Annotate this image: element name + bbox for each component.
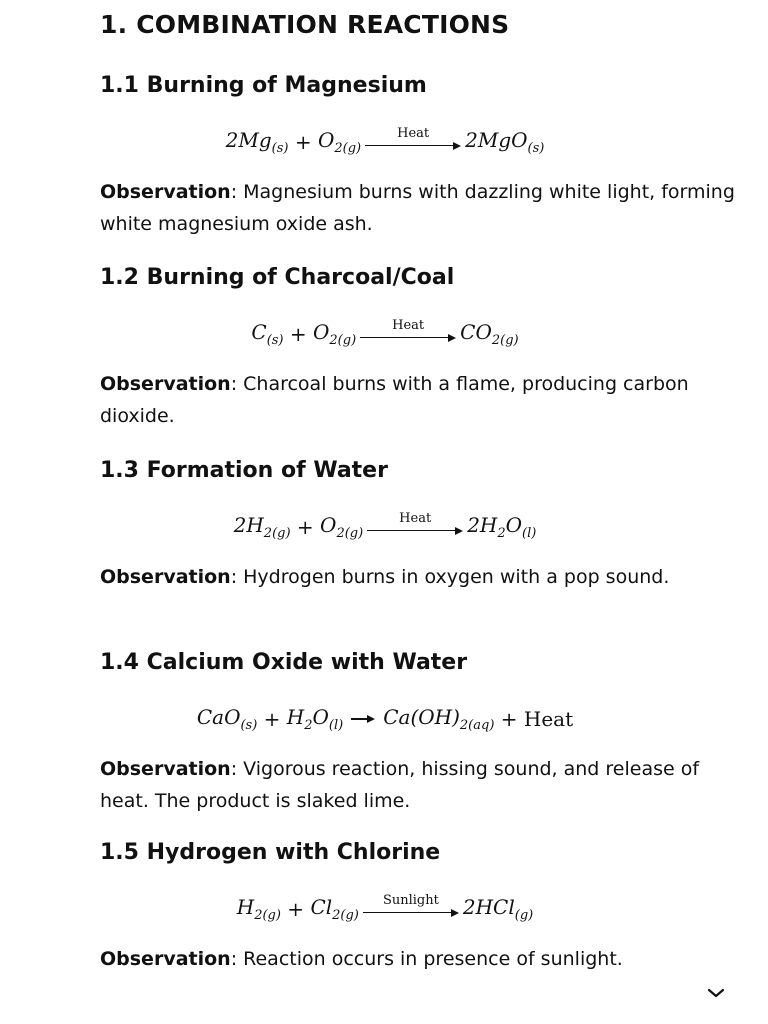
- observation-label: Observation: [100, 181, 231, 203]
- arrow-icon: [367, 527, 463, 535]
- chemical-formula: [287, 705, 313, 733]
- reaction-arrow: [367, 512, 463, 535]
- equation-operator: +: [288, 130, 318, 154]
- formula-symbol: O: [320, 513, 337, 537]
- formula-subscript: (s): [527, 141, 545, 156]
- formula-subscript: 2(g): [334, 141, 362, 156]
- formula-symbol: Ca(OH): [383, 705, 460, 729]
- chemical-formula: [251, 320, 283, 348]
- section-heading: 1.4 Calcium Oxide with Water: [100, 650, 468, 675]
- chemical-formula: [313, 705, 344, 733]
- formula-subscript: (s): [240, 718, 258, 733]
- formula-symbol: 2H: [467, 513, 498, 537]
- arrow-icon: [351, 715, 375, 723]
- observation-text: : Charcoal burns with a flame, producing carbon dioxide.: [100, 373, 689, 427]
- section-heading: 1.2 Burning of Charcoal/Coal: [100, 265, 455, 290]
- chemical-formula: [318, 128, 361, 156]
- section-heading: 1.5 Hydrogen with Chlorine: [100, 840, 441, 865]
- chemical-formula: [467, 513, 505, 541]
- section-1-2: [100, 264, 750, 432]
- chemical-equation: [100, 699, 670, 739]
- formula-symbol: O: [505, 513, 523, 537]
- formula-subscript: 2: [304, 718, 313, 733]
- observation: [100, 753, 748, 817]
- observation-label: Observation: [100, 948, 231, 970]
- formula-subscript: 2(g): [263, 526, 291, 541]
- chemical-equation: [100, 314, 670, 354]
- reaction-condition: Sunlight: [382, 892, 439, 908]
- arrow-icon: [360, 334, 456, 342]
- chemical-formula: [460, 320, 518, 348]
- observation-text: : Hydrogen burns in oxygen with a pop sound.: [230, 566, 670, 588]
- formula-subscript: (s): [271, 141, 289, 156]
- reaction-condition: Heat: [399, 510, 432, 526]
- chemical-formula: [383, 705, 494, 733]
- formula-symbol: O: [317, 128, 335, 152]
- formula-symbol: 2MgO: [465, 128, 528, 152]
- formula-symbol: O: [312, 705, 329, 729]
- observation: [100, 943, 748, 975]
- chemical-formula: [506, 513, 537, 541]
- formula-symbol: H: [236, 895, 255, 919]
- reaction-arrow: [360, 319, 456, 342]
- chevron-down-icon[interactable]: [706, 986, 726, 1000]
- formula-symbol: CO: [460, 320, 492, 344]
- chemical-equation: [100, 507, 670, 547]
- chemical-formula: [320, 513, 363, 541]
- reaction-condition: Heat: [397, 125, 430, 141]
- chemical-formula: [237, 895, 281, 923]
- formula-symbol: O: [313, 320, 330, 344]
- chemical-equation: [100, 889, 670, 929]
- observation-text: : Reaction occurs in presence of sunlight.: [230, 948, 623, 970]
- section-1-5: [100, 839, 750, 975]
- observation-text: : Vigorous reaction, hissing sound, and release of heat. The product is slaked lime.: [100, 758, 700, 812]
- section-heading: 1.3 Formation of Water: [100, 458, 388, 483]
- equation-operator: +: [290, 515, 321, 539]
- equation-operator: +: [494, 707, 524, 731]
- formula-subscript: 2(g): [336, 526, 364, 541]
- section-1-1: [100, 72, 750, 240]
- formula-subscript: 2(g): [254, 908, 281, 923]
- formula-symbol: 2Mg: [225, 128, 272, 152]
- formula-subscript: 2(g): [491, 333, 519, 348]
- chemical-equation: [100, 122, 670, 162]
- chemical-formula: [463, 895, 533, 923]
- formula-symbol: C: [251, 320, 267, 344]
- formula-subscript: 2(g): [332, 908, 359, 923]
- observation-label: Observation: [100, 373, 231, 395]
- arrow-icon: [365, 142, 461, 150]
- chemical-formula: [197, 705, 257, 733]
- observation-text: : Magnesium burns with dazzling white light, forming white magnesium oxide ash.: [100, 181, 735, 235]
- page-title: 1. COMBINATION REACTIONS: [100, 10, 510, 39]
- chemical-formula: [313, 320, 356, 348]
- arrow-icon: [363, 909, 459, 917]
- formula-subscript: (s): [266, 333, 284, 348]
- equation-operator: +: [257, 707, 287, 731]
- formula-symbol: H: [286, 705, 305, 729]
- formula-symbol: 2HCl: [462, 895, 515, 919]
- observation-label: Observation: [100, 758, 231, 780]
- section-1-3: [100, 457, 750, 593]
- reaction-condition: Heat: [392, 317, 425, 333]
- equation-operator: +: [280, 897, 311, 921]
- chemical-formula: [234, 513, 291, 541]
- formula-subscript: (g): [514, 908, 534, 923]
- observation: [100, 176, 748, 240]
- observation: [100, 561, 748, 593]
- chemical-formula: [465, 128, 544, 156]
- equation-operator: +: [283, 322, 313, 346]
- section-heading: 1.1 Burning of Magnesium: [100, 73, 427, 98]
- formula-subscript: 2(g): [329, 333, 357, 348]
- equation-text: Heat: [523, 707, 574, 731]
- observation-label: Observation: [100, 566, 231, 588]
- observation: [100, 368, 748, 432]
- reaction-arrow: [363, 894, 459, 917]
- formula-subscript: (l): [328, 718, 344, 733]
- formula-symbol: Cl: [310, 895, 333, 919]
- formula-symbol: CaO: [196, 705, 241, 729]
- formula-subscript: 2: [497, 526, 506, 541]
- section-1-4: [100, 649, 750, 817]
- formula-subscript: 2(aq): [459, 718, 495, 733]
- formula-symbol: 2H: [233, 513, 264, 537]
- chemical-formula: [310, 895, 358, 923]
- chemical-formula: [226, 128, 289, 156]
- formula-subscript: (l): [522, 526, 537, 541]
- reaction-arrow: [365, 127, 461, 150]
